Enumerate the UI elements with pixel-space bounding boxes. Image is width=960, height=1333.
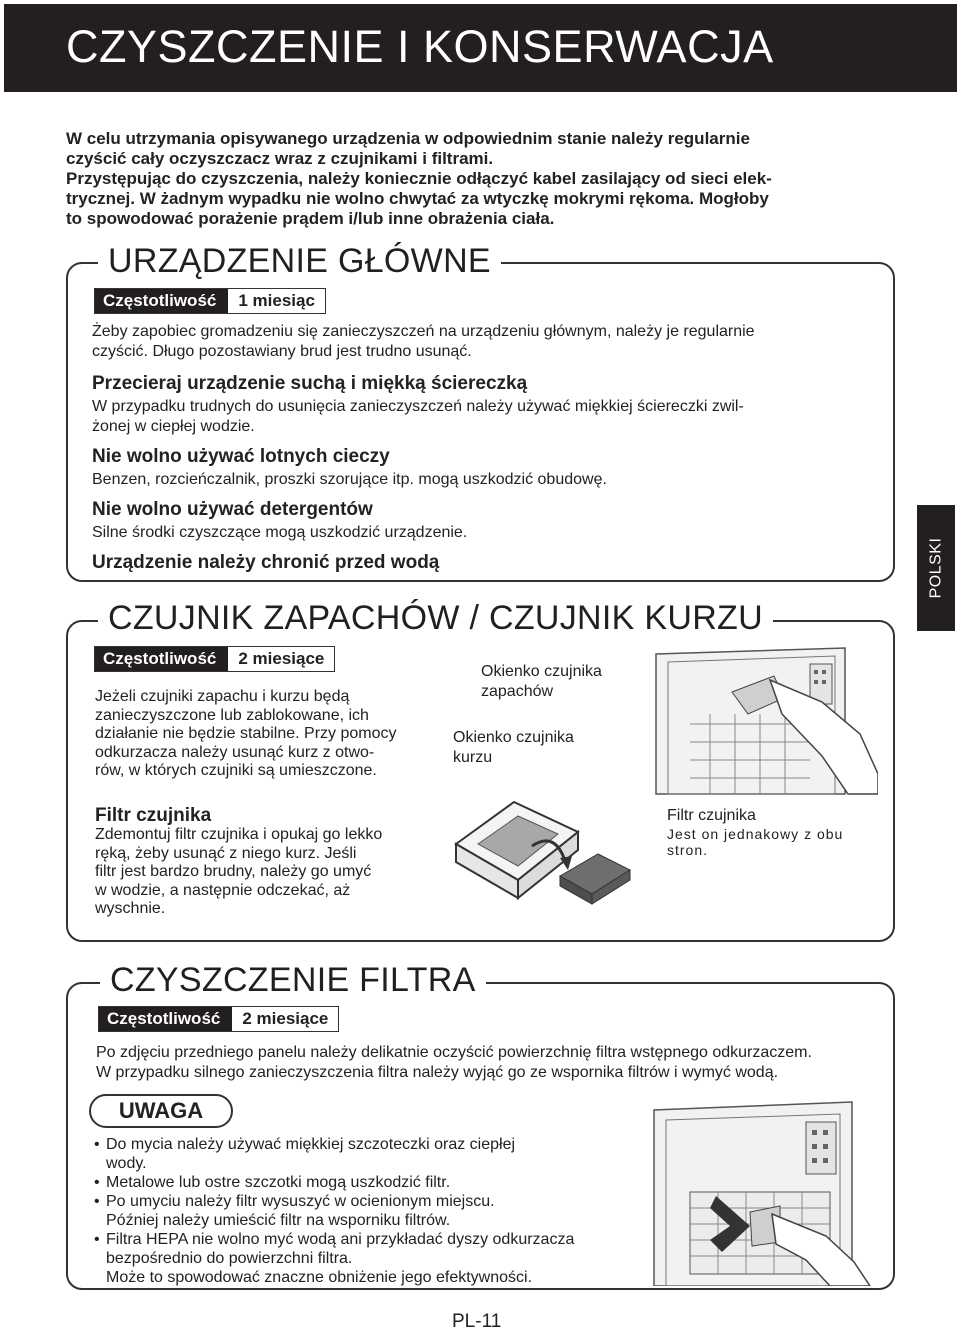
description-line: w wodzie, a następnie odczekać, aż	[95, 881, 351, 899]
description-line: W przypadku silnego zanieczyszczenia filtra należy wyjąć go ze wspornika filtrów i wymyć wodą.	[96, 1064, 779, 1081]
filter-cleaning-title: CZYSZCZENIE FILTRA	[100, 960, 486, 1000]
filter-part-note-line: stron.	[667, 842, 709, 858]
caution-item: • Do mycia należy używać miękkiej szczoteczki oraz ciepłej	[94, 1136, 516, 1153]
sensor-title: CZUJNIK ZAPACHÓW / CZUJNIK KURZU	[98, 598, 773, 638]
dust-sensor-label-line: Okienko czujnika	[453, 729, 574, 746]
description-line: czyścić. Długo pozostawiany brud jest trudno usunąć.	[92, 343, 472, 360]
page-number: PL-11	[452, 1311, 502, 1332]
description-line: Po zdjęciu przedniego panelu należy delikatnie oczyścić powierzchnię filtra wstępnego odkurzaczem.	[96, 1044, 812, 1061]
caution-line: Filtra HEPA nie wolno myć wodą ani przykładać dyszy odkurzacza	[106, 1231, 575, 1248]
intro-warning	[66, 129, 906, 229]
description-line: ręką, żeby usunąć z niego kurz. Jeśli	[95, 844, 357, 862]
frequency-label: Częstotliwość	[95, 289, 228, 313]
caution-line: Po umyciu należy filtr wysuszyć w ocienionym miejscu.	[106, 1193, 495, 1210]
dust-sensor-label-line: kurzu	[453, 749, 493, 766]
tip-heading-volatile: Nie wolno używać lotnych cieczy	[92, 446, 390, 467]
main-unit-title: URZĄDZENIE GŁÓWNE	[98, 241, 501, 281]
description-line: zanieczyszczone lub zablokowane, ich	[95, 706, 369, 724]
dust-sensor-label	[453, 728, 574, 768]
frequency-label: Częstotliwość	[95, 647, 228, 671]
tip-text-volatile: Benzen, rozcieńczalnik, proszki szorujące itp. mogą uszkodzić obudowę.	[92, 471, 607, 488]
caution-line: wody.	[106, 1155, 147, 1172]
intro-line: Przystępując do czyszczenia, należy koniecznie odłączyć kabel zasilający od sieci elek-	[66, 169, 772, 188]
intro-line: czyścić cały oczyszczacz wraz z czujnikami i filtrami.	[66, 149, 494, 168]
caution-line: Metalowe lub ostre szczotki mogą uszkodzić filtr.	[106, 1174, 451, 1191]
intro-line: to spowodować porażenie prądem i/lub inne obrażenia ciała.	[66, 209, 555, 228]
intro-line: trycznej. W żadnym wypadku nie wolno chwytać za wtyczkę mokrymi rękoma. Mogłoby	[66, 189, 769, 208]
sensor-filter-illustration	[448, 792, 634, 912]
caution-item: • Metalowe lub ostre szczotki mogą uszkodzić filtr.	[94, 1174, 451, 1191]
description-line: wyschnie.	[95, 900, 166, 917]
filter-cleaning-description	[96, 1043, 891, 1083]
frequency-value: 1 miesiąc	[228, 289, 325, 313]
sensor-filter-heading: Filtr czujnika	[95, 805, 212, 826]
main-unit-description	[92, 322, 882, 362]
tip-text-detergent: Silne środki czyszczące mogą uszkodzić urządzenie.	[92, 524, 468, 541]
intro-line: W celu utrzymania opisywanego urządzenia w odpowiednim stanie należy regularnie	[66, 129, 750, 148]
odor-sensor-label-line: Okienko czujnika	[481, 663, 602, 680]
caution-list	[94, 1135, 624, 1287]
description-line: filtr jest bardzo brudny, należy go umyć	[95, 863, 372, 880]
description-line: rów, w których czujniki są umieszczone.	[95, 762, 377, 779]
description-line: Zdemontuj filtr czujnika i opukaj go lekko	[95, 826, 383, 843]
caution-line: bezpośrednio do powierzchni filtra.	[106, 1250, 353, 1267]
description-line: działanie nie będzie stabilne. Przy pomocy	[95, 725, 397, 742]
odor-sensor-label-line: zapachów	[481, 683, 554, 700]
tip-heading-water: Urządzenie należy chronić przed wodą	[92, 552, 440, 573]
main-unit-frequency	[94, 288, 326, 314]
tip-text-cloth	[92, 397, 882, 437]
tip-line: żonej w ciepłej wodzie.	[92, 418, 255, 435]
language-tab-label: POLSKI	[927, 537, 944, 599]
caution-line: Później należy umieścić filtr na wsporniku filtrów.	[106, 1212, 451, 1229]
sensor-description	[95, 688, 435, 781]
tip-heading-detergent: Nie wolno używać detergentów	[92, 499, 373, 520]
sensor-filter-description	[95, 826, 435, 919]
description-line: Jeżeli czujniki zapachu i kurzu będą	[95, 688, 350, 705]
caution-item: • Po umyciu należy filtr wysuszyć w ocienionym miejscu.	[94, 1193, 495, 1210]
caution-badge: UWAGA	[89, 1094, 233, 1128]
tip-heading-cloth: Przecieraj urządzenie suchą i miękką ściereczką	[92, 373, 528, 394]
frequency-value: 2 miesiące	[232, 1007, 338, 1031]
caution-line: Do mycia należy używać miękkiej szczoteczki oraz ciepłej	[106, 1136, 516, 1153]
filter-part-note-line: Jest on jednakowy z obu	[667, 826, 844, 842]
sensor-frequency	[94, 646, 335, 672]
caution-line: Może to spowodować znaczne obniżenie jego efektywności.	[106, 1269, 533, 1286]
filter-cleaning-frequency	[98, 1006, 339, 1032]
filter-cleaning-illustration	[630, 1096, 886, 1286]
purifier-sensor-illustration	[560, 644, 878, 796]
caution-item: • Filtra HEPA nie wolno myć wodą ani przykładać dyszy odkurzacza	[94, 1231, 575, 1248]
language-tab	[917, 505, 955, 631]
frequency-label: Częstotliwość	[99, 1007, 232, 1031]
filter-part-note	[667, 826, 843, 858]
page-title: CZYSZCZENIE I KONSERWACJA	[66, 21, 774, 72]
filter-part-label: Filtr czujnika	[667, 807, 756, 824]
frequency-value: 2 miesiące	[228, 647, 334, 671]
description-line: Żeby zapobiec gromadzeniu się zanieczyszczeń na urządzeniu głównym, należy je regularnie	[92, 323, 755, 340]
description-line: odkurzacza należy usunąć kurz z otwo-	[95, 743, 375, 761]
tip-line: W przypadku trudnych do usunięcia zanieczyszczeń należy używać miękkiej ściereczki zwil-	[92, 398, 744, 415]
